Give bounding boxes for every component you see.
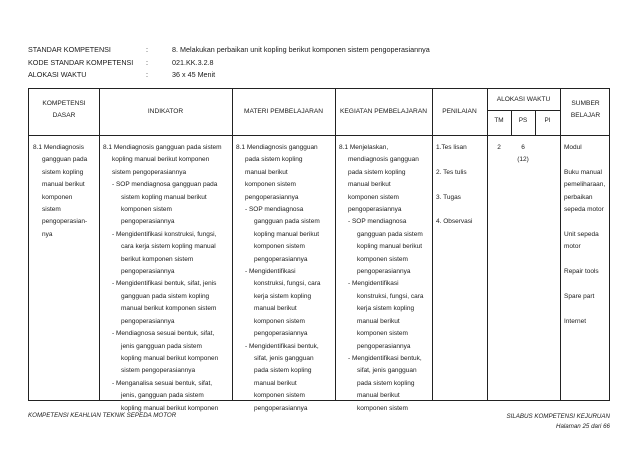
- cell-line: 4. Observasi: [436, 218, 473, 226]
- cell-line: pengoperasiannya: [348, 206, 402, 214]
- cell-line: mendiagnosis gangguan: [348, 156, 419, 164]
- cell-line: manual berikut komponen sistem: [121, 305, 217, 313]
- cell-line: sistem: [42, 206, 61, 214]
- cell-line: - Mengidentifikasi bentuk,: [245, 342, 319, 350]
- info-separator: :: [146, 57, 148, 67]
- header-text: SUMBER: [571, 100, 600, 107]
- cell-line: 8.1 Mendiagnosis: [33, 144, 84, 151]
- header-kompetensi: [29, 98, 99, 122]
- header-penilaian: PENILAIAN: [442, 108, 477, 115]
- header-materi: MATERI PEMBELAJARAN: [243, 108, 324, 115]
- cell-line: pengoperasian-: [42, 218, 88, 226]
- cell-line: - SOP mendiagnosa: [348, 218, 407, 226]
- info-value: 36 x 45 Menit: [172, 70, 216, 79]
- cell-line: komponen sistem: [348, 193, 399, 201]
- cell-line: kopling manual berikut: [254, 230, 320, 238]
- cell-kegiatan: [339, 142, 423, 415]
- cell-line: kerja sistem kopling: [357, 305, 415, 313]
- cell-line: komponen sistem: [357, 330, 408, 338]
- header-tm: TM: [494, 117, 504, 124]
- cell-line: sistem kopling manual berikut: [121, 193, 207, 201]
- cell-line: Modul: [564, 144, 582, 151]
- cell-kompetensi: [33, 142, 87, 241]
- cell-line: [564, 278, 605, 290]
- cell-line: sepeda motor: [564, 206, 604, 214]
- cell-line: [564, 216, 605, 228]
- info-label: ALOKASI WAKTU: [28, 70, 87, 79]
- cell-line: [564, 254, 605, 266]
- cell-line: - SOP mendiagnosa: [245, 206, 304, 214]
- cell-line: nya: [42, 230, 53, 238]
- cell-indikator: [103, 142, 222, 415]
- footer-program: KOMPETENSI KEAHLIAN TEKNIK SEPEDA MOTOR: [28, 412, 177, 419]
- cell-line: kopling manual berikut komponen: [121, 404, 219, 412]
- header-text: KOMPETENSI: [42, 100, 86, 107]
- cell-line: manual berikut: [254, 305, 297, 313]
- cell-line: - SOP mendiagnosa gangguan pada: [112, 181, 218, 189]
- cell-line: manual berikut: [348, 181, 391, 189]
- cell-line: manual berikut: [42, 181, 85, 189]
- cell-line: konstruksi, fungsi, cara: [254, 280, 321, 288]
- cell-line: - Mendiagnosa sesuai bentuk, sifat,: [112, 330, 215, 338]
- cell-line: [436, 179, 473, 191]
- cell-line: 8.1 Mendiagnosis gangguan pada sistem: [103, 144, 222, 151]
- cell-line: Internet: [564, 317, 587, 325]
- header-sumber: [560, 98, 611, 122]
- info-separator: :: [146, 70, 148, 79]
- cell-line: 1.Tes lisan: [436, 144, 467, 151]
- cell-line: 2. Tes tulis: [436, 168, 467, 176]
- info-row-kode: [28, 57, 430, 70]
- info-value: 8. Melakukan perbaikan unit kopling berikut komponen sistem pengoperasiannya: [172, 45, 430, 54]
- cell-line: Repair tools: [564, 268, 599, 276]
- footer-info: [507, 412, 611, 432]
- info-block: [28, 44, 430, 82]
- cell-line: 3. Tugas: [436, 193, 461, 201]
- cell-materi: [236, 142, 320, 415]
- cell-line: pengoperasiannya: [357, 342, 411, 350]
- header-indikator: INDIKATOR: [147, 108, 184, 115]
- header-ps: PS: [518, 117, 528, 124]
- cell-line: kerja sistem kopling: [254, 292, 312, 300]
- alokasi-subdivider: [487, 110, 560, 111]
- info-label: KODE STANDAR KOMPETENSI: [28, 57, 134, 67]
- cell-line: jenis, gangguan pada sistem: [121, 392, 204, 400]
- cell-line: perbaikan: [564, 193, 593, 201]
- cell-line: pengoperasiannya: [245, 193, 299, 201]
- header-text: BELAJAR: [570, 112, 601, 119]
- info-row-standar: [28, 44, 430, 57]
- cell-line: sifat, jenis gangguan: [357, 367, 417, 375]
- cell-line: komponen sistem: [254, 317, 305, 325]
- cell-line: kopling manual berikut: [357, 243, 423, 251]
- cell-line: komponen sistem: [357, 404, 408, 412]
- header-pi: PI: [544, 117, 551, 124]
- info-separator: :: [146, 45, 148, 54]
- cell-line: cara kerja sistem kopling manual: [121, 243, 216, 251]
- cell-line: komponen sistem: [357, 255, 408, 263]
- footer-title: SILABUS KOMPETENSI KEJURUAN: [506, 413, 610, 420]
- cell-line: 6: [521, 144, 525, 151]
- cell-line: komponen sistem: [245, 181, 296, 189]
- cell-line: (12): [517, 156, 529, 164]
- cell-line: - Mengidentifikasi konstruksi, fungsi,: [112, 230, 217, 238]
- info-value: 021.KK.3.2.8: [172, 57, 214, 67]
- header-kegiatan: KEGIATAN PEMBELAJARAN: [340, 108, 427, 115]
- cell-line: sifat, jenis gangguan: [254, 354, 314, 362]
- cell-line: berikut komponen sistem: [121, 255, 194, 263]
- header-divider: [29, 135, 609, 136]
- cell-line: Buku manual: [564, 168, 602, 176]
- cell-line: komponen sistem: [254, 392, 305, 400]
- cell-line: [436, 154, 473, 166]
- cell-line: kopling manual berikut komponen: [121, 354, 219, 362]
- info-label: STANDAR KOMPETENSI: [28, 45, 111, 54]
- syllabus-table: [28, 88, 610, 412]
- cell-line: motor: [564, 243, 581, 251]
- cell-line: Unit sepeda: [564, 230, 599, 238]
- cell-line: [564, 303, 605, 315]
- cell-line: 8.1 Mendiagnosis gangguan: [236, 144, 318, 151]
- footer-page-number: Halaman 25 dari 66: [555, 423, 610, 430]
- cell-line: sistem pengoperasiannya: [121, 367, 196, 375]
- cell-line: [436, 204, 473, 216]
- cell-line: [564, 154, 605, 166]
- cell-line: komponen sistem: [254, 243, 305, 251]
- cell-line: jenis gangguan pada sistem: [121, 342, 202, 350]
- cell-line: pengoperasiannya: [254, 404, 308, 412]
- cell-line: gangguan pada sistem: [254, 218, 320, 226]
- cell-line: pengoperasiannya: [121, 317, 175, 325]
- cell-sumber: [564, 142, 605, 328]
- cell-ps: [511, 142, 535, 167]
- cell-line: manual berikut: [245, 168, 288, 176]
- cell-line: pada sistem kopling: [254, 367, 312, 375]
- cell-line: - Mengidentifikasi: [245, 268, 296, 276]
- cell-line: konstruksi, fungsi, cara: [357, 292, 424, 300]
- cell-line: 8.1 Menjelaskan,: [339, 144, 389, 151]
- cell-line: manual berikut: [357, 317, 400, 325]
- cell-line: 2: [497, 144, 501, 151]
- cell-line: sistem kopling: [42, 168, 84, 176]
- cell-line: pada sistem kopling: [245, 156, 303, 164]
- cell-line: pengoperasiannya: [254, 255, 308, 263]
- info-row-alokasi: [28, 69, 430, 82]
- cell-line: pengoperasiannya: [254, 330, 308, 338]
- cell-line: gangguan pada sistem: [357, 230, 423, 238]
- cell-line: - Menganalisa sesuai bentuk, sifat,: [112, 379, 213, 387]
- cell-penilaian: [436, 142, 473, 229]
- cell-line: pada sistem kopling: [348, 168, 406, 176]
- header-text: DASAR: [52, 112, 76, 119]
- cell-line: pemeliharaan,: [564, 181, 606, 189]
- cell-line: sistem pengoperasiannya: [112, 168, 187, 176]
- cell-line: gangguan pada: [42, 156, 88, 164]
- cell-tm: [487, 142, 511, 154]
- cell-line: pada sistem kopling: [357, 379, 415, 387]
- header-alokasi: ALOKASI WAKTU: [496, 96, 551, 103]
- cell-line: pengoperasiannya: [121, 268, 175, 276]
- cell-line: - Mengidentifikasi bentuk, sifat, jenis: [112, 280, 217, 288]
- cell-line: manual berikut: [357, 392, 400, 400]
- cell-line: manual berikut: [254, 379, 297, 387]
- cell-line: pengoperasiannya: [121, 218, 175, 226]
- cell-line: komponen: [42, 193, 73, 201]
- cell-line: - Mengidentifikasi bentuk,: [348, 354, 422, 362]
- cell-line: - Mengidentifikasi: [348, 280, 399, 288]
- cell-line: pengoperasiannya: [357, 268, 411, 276]
- cell-line: gangguan pada sistem kopling: [121, 292, 210, 300]
- cell-line: Spare part: [564, 292, 595, 300]
- cell-line: kopling manual berikut komponen: [112, 156, 210, 164]
- cell-line: komponen sistem: [121, 206, 172, 214]
